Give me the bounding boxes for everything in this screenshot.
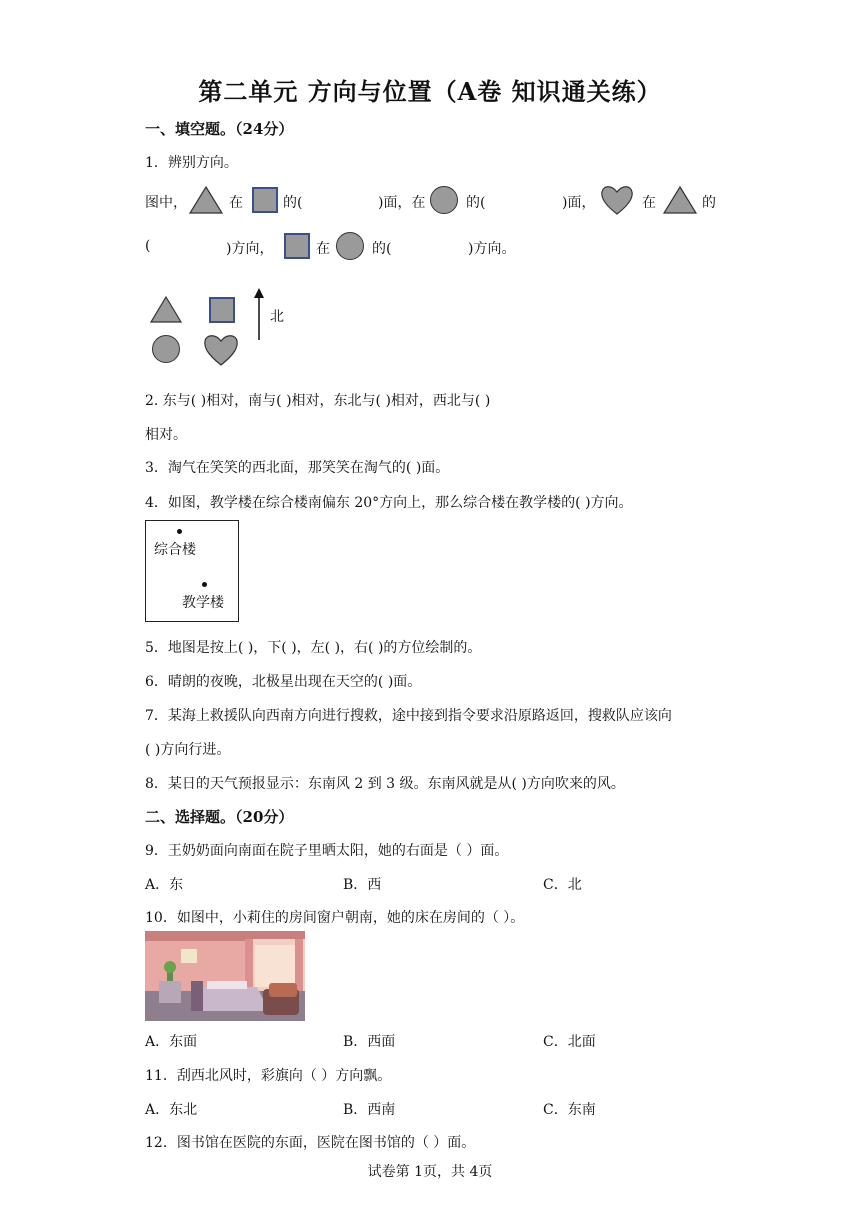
q7-text-cont: ( )方向行进。 bbox=[145, 742, 231, 758]
q1-line1-text: 的( bbox=[283, 195, 303, 211]
bedroom-illustration bbox=[145, 931, 305, 1021]
heart-icon bbox=[203, 333, 239, 367]
building-label-zonghe: 综合楼 bbox=[154, 542, 196, 558]
triangle-icon bbox=[149, 295, 183, 325]
q11-option-a[interactable]: A．东北 bbox=[145, 1102, 198, 1118]
q8-text: 8．某日的天气预报显示：东南风 2 到 3 级。东南风就是从( )方向吹来的风。 bbox=[145, 776, 625, 792]
q1-line1-text: 的 bbox=[702, 195, 716, 211]
section-fill-heading: 一、填空题。（24分） bbox=[145, 120, 294, 138]
q2-text: 2. 东与( )相对，南与( )相对，东北与( )相对，西北与( ) bbox=[145, 393, 491, 409]
q1-line2-text: )方向， bbox=[226, 241, 274, 257]
q4-map-figure bbox=[145, 520, 239, 622]
section-choice-heading: 二、选择题。（20分） bbox=[145, 808, 294, 826]
triangle-icon bbox=[662, 185, 698, 215]
circle-icon bbox=[152, 335, 180, 363]
q4-text: 4．如图，教学楼在综合楼南偏东 20°方向上，那么综合楼在教学楼的( )方向。 bbox=[145, 495, 633, 511]
q1-line1-text: 在 bbox=[642, 195, 656, 211]
q3-text: 3．淘气在笑笑的西北面，那笑笑在淘气的( )面。 bbox=[145, 460, 450, 476]
circle-icon bbox=[430, 186, 458, 214]
q10-option-a[interactable]: A．东面 bbox=[145, 1034, 198, 1050]
q10-option-c[interactable]: C．北面 bbox=[543, 1034, 596, 1050]
q11-option-b[interactable]: B．西南 bbox=[343, 1102, 396, 1118]
building-dot bbox=[202, 582, 207, 587]
square-icon bbox=[209, 297, 235, 323]
q7-text: 7．某海上救援队向西南方向进行搜救，途中接到指令要求沿原路返回，搜救队应该向 bbox=[145, 708, 672, 724]
building-dot bbox=[177, 529, 182, 534]
page-title: 第二单元 方向与位置（A卷 知识通关练） bbox=[198, 77, 662, 106]
q9-option-b[interactable]: B．西 bbox=[343, 877, 382, 893]
triangle-icon bbox=[188, 185, 224, 215]
square-icon bbox=[252, 187, 278, 213]
q1-line2-text: 的( bbox=[372, 241, 392, 257]
q9-option-c[interactable]: C．北 bbox=[543, 877, 582, 893]
q1-line1-text: 在 bbox=[229, 195, 243, 211]
q1-line1-text: 的( bbox=[466, 195, 486, 211]
q1-line1-text: )面， bbox=[562, 195, 596, 211]
q1-line1-text: 图中， bbox=[145, 195, 187, 211]
q1-label: 1．辨别方向。 bbox=[145, 155, 238, 171]
q1-line2-text: 在 bbox=[316, 241, 330, 257]
q11-option-c[interactable]: C．东南 bbox=[543, 1102, 596, 1118]
q12-text: 12．图书馆在医院的东面，医院在图书馆的（ ）面。 bbox=[145, 1135, 476, 1151]
page-footer: 试卷第 1页，共 4页 bbox=[367, 1164, 493, 1180]
circle-icon bbox=[336, 232, 364, 260]
q1-line1-text: )面，在 bbox=[378, 195, 426, 211]
q9-text: 9．王奶奶面向南面在院子里晒太阳，她的右面是（ ）面。 bbox=[145, 843, 509, 859]
q10-text: 10．如图中，小莉住的房间窗户朝南，她的床在房间的（ ）。 bbox=[145, 910, 525, 926]
north-label: 北 bbox=[270, 309, 284, 325]
north-arrow-icon bbox=[252, 288, 266, 342]
q10-option-b[interactable]: B．西面 bbox=[343, 1034, 396, 1050]
building-label-jiaoxue: 教学楼 bbox=[182, 595, 224, 611]
q2-text-cont: 相对。 bbox=[145, 427, 187, 443]
q5-text: 5．地图是按上( )，下( )，左( )，右( )的方位绘制的。 bbox=[145, 640, 482, 656]
q6-text: 6．晴朗的夜晚，北极星出现在天空的( )面。 bbox=[145, 674, 422, 690]
heart-icon bbox=[600, 184, 634, 216]
q1-line2-text: ( bbox=[145, 238, 151, 254]
q11-text: 11．刮西北风时，彩旗向（ ）方向飘。 bbox=[145, 1068, 392, 1084]
q1-line2-text: )方向。 bbox=[468, 241, 516, 257]
q9-option-a[interactable]: A．东 bbox=[145, 877, 184, 893]
square-icon bbox=[284, 233, 310, 259]
